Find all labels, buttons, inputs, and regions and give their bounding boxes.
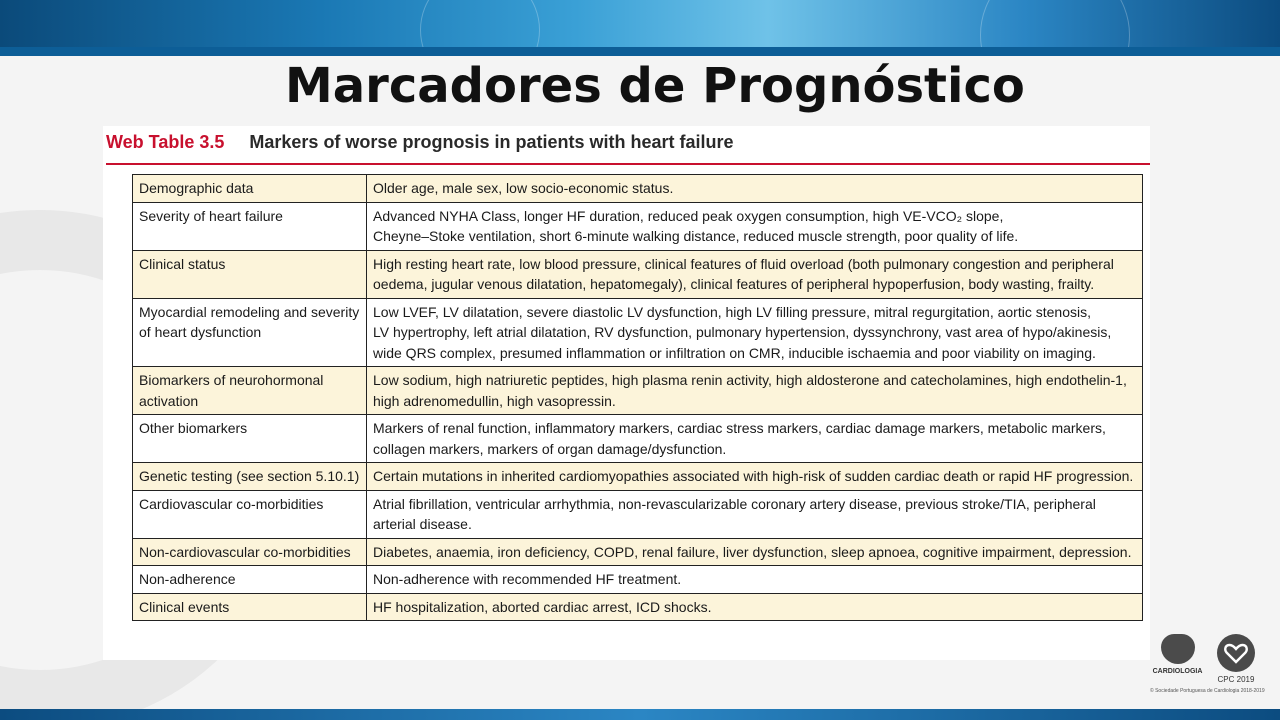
row-marker-line: collagen markers, markers of organ damage/dysfunction. <box>373 440 727 457</box>
table-row <box>133 367 1143 415</box>
table-row <box>133 298 1143 367</box>
row-marker-line: Cheyne–Stoke ventilation, short 6-minute walking distance, reduced muscle strength, poor quality of life. <box>373 228 1019 244</box>
footer-banner <box>0 709 1280 720</box>
row-category: Cardiovascular co-morbidities <box>133 490 367 538</box>
row-marker-line: Diabetes, anaemia, iron deficiency, COPD, renal failure, liver dysfunction, sleep apnoea, cognitive impairment, depression. <box>373 543 1132 560</box>
header-banner <box>0 0 1280 56</box>
row-marker-line: Non-adherence with recommended HF treatment. <box>373 571 682 587</box>
slide-title: Marcadores de Prognóstico <box>285 58 1025 114</box>
row-markers <box>367 175 1143 203</box>
row-marker-line: Low LVEF, LV dilatation, severe diastolic LV dysfunction, high LV filling pressure, mitral regurgitation, aortic stenosis, <box>373 303 1091 320</box>
row-marker-line: arterial disease. <box>373 516 472 532</box>
row-markers <box>367 538 1143 566</box>
heart-icon <box>1161 634 1195 664</box>
row-markers <box>367 202 1143 250</box>
heart-badge-icon <box>1217 634 1255 672</box>
row-marker-line: wide QRS complex, presumed inflammation or infiltration on CMR, inducible ischaemia and poor viability on imaging. <box>373 344 1096 361</box>
society-logo <box>1150 632 1205 692</box>
congress-logo-label: CPC 2019 <box>1217 675 1255 684</box>
row-category: Non-adherence <box>133 566 367 594</box>
table-row <box>133 175 1143 203</box>
table-row <box>133 463 1143 491</box>
row-category: Genetic testing (see section 5.10.1) <box>133 463 367 491</box>
row-category: Myocardial remodeling and severity of heart dysfunction <box>133 298 367 367</box>
row-category: Severity of heart failure <box>133 202 367 250</box>
table-caption-text: Markers of worse prognosis in patients with heart failure <box>249 132 734 152</box>
row-marker-line: oedema, jugular venous dilatation, hepatomegaly), clinical features of peripheral hypoperfusion, body wasting, frailty. <box>373 276 1095 292</box>
row-marker-line: Atrial fibrillation, ventricular arrhythmia, non-revascularizable coronary artery disease, previous stroke/TIA, peripheral <box>373 495 1096 512</box>
row-marker-line: High resting heart rate, low blood pressure, clinical features of fluid overload (both pulmonary congestion and peripheral <box>373 255 1114 272</box>
row-markers <box>367 250 1143 298</box>
table-row <box>133 250 1143 298</box>
row-marker-line: HF hospitalization, aborted cardiac arrest, ICD shocks. <box>373 598 712 615</box>
copyright-text: © Sociedade Portuguesa de Cardiologia 2018-2019 <box>1150 688 1265 694</box>
table-row <box>133 538 1143 566</box>
row-markers <box>367 463 1143 491</box>
row-marker-line: Advanced NYHA Class, longer HF duration, reduced peak oxygen consumption, high VE-VCO₂ slope, <box>373 207 1004 224</box>
row-markers <box>367 593 1143 621</box>
table-row <box>133 490 1143 538</box>
table-row <box>133 593 1143 621</box>
row-category: Non-cardiovascular co-morbidities <box>133 538 367 566</box>
society-logo-label: CARDIOLOGIA <box>1152 668 1203 675</box>
header-stripe <box>0 47 1280 56</box>
heart-outline-icon <box>1224 642 1248 664</box>
row-marker-line: LV hypertrophy, left atrial dilatation, RV dysfunction, pulmonary hypertension, dyssynchrony, vast area of hypo/akinesis, <box>373 324 1112 340</box>
table-panel <box>103 126 1150 660</box>
row-category: Other biomarkers <box>133 415 367 463</box>
row-marker-line: Older age, male sex, low socio-economic status. <box>373 180 674 196</box>
row-category: Clinical events <box>133 593 367 621</box>
table-row <box>133 415 1143 463</box>
table-caption <box>106 129 1150 165</box>
row-category: Clinical status <box>133 250 367 298</box>
row-category: Biomarkers of neurohormonal activation <box>133 367 367 415</box>
row-markers <box>367 367 1143 415</box>
markers-table <box>132 174 1143 621</box>
table-row <box>133 566 1143 594</box>
congress-logo <box>1214 634 1258 684</box>
table-number: Web Table 3.5 <box>106 132 225 152</box>
row-markers <box>367 490 1143 538</box>
markers-table-body <box>133 175 1143 621</box>
row-markers <box>367 566 1143 594</box>
row-markers <box>367 415 1143 463</box>
row-category: Demographic data <box>133 175 367 203</box>
row-marker-line: Markers of renal function, inflammatory markers, cardiac stress markers, cardiac damage markers, metabolic markers, <box>373 420 1106 436</box>
row-markers <box>367 298 1143 367</box>
row-marker-line: Low sodium, high natriuretic peptides, high plasma renin activity, high aldosterone and catecholamines, high endothelin-1, <box>373 372 1127 388</box>
row-marker-line: Certain mutations in inherited cardiomyopathies associated with high-risk of sudden cardiac death or rapid HF progression. <box>373 468 1134 484</box>
table-row <box>133 202 1143 250</box>
row-marker-line: high adrenomedullin, high vasopressin. <box>373 392 616 409</box>
